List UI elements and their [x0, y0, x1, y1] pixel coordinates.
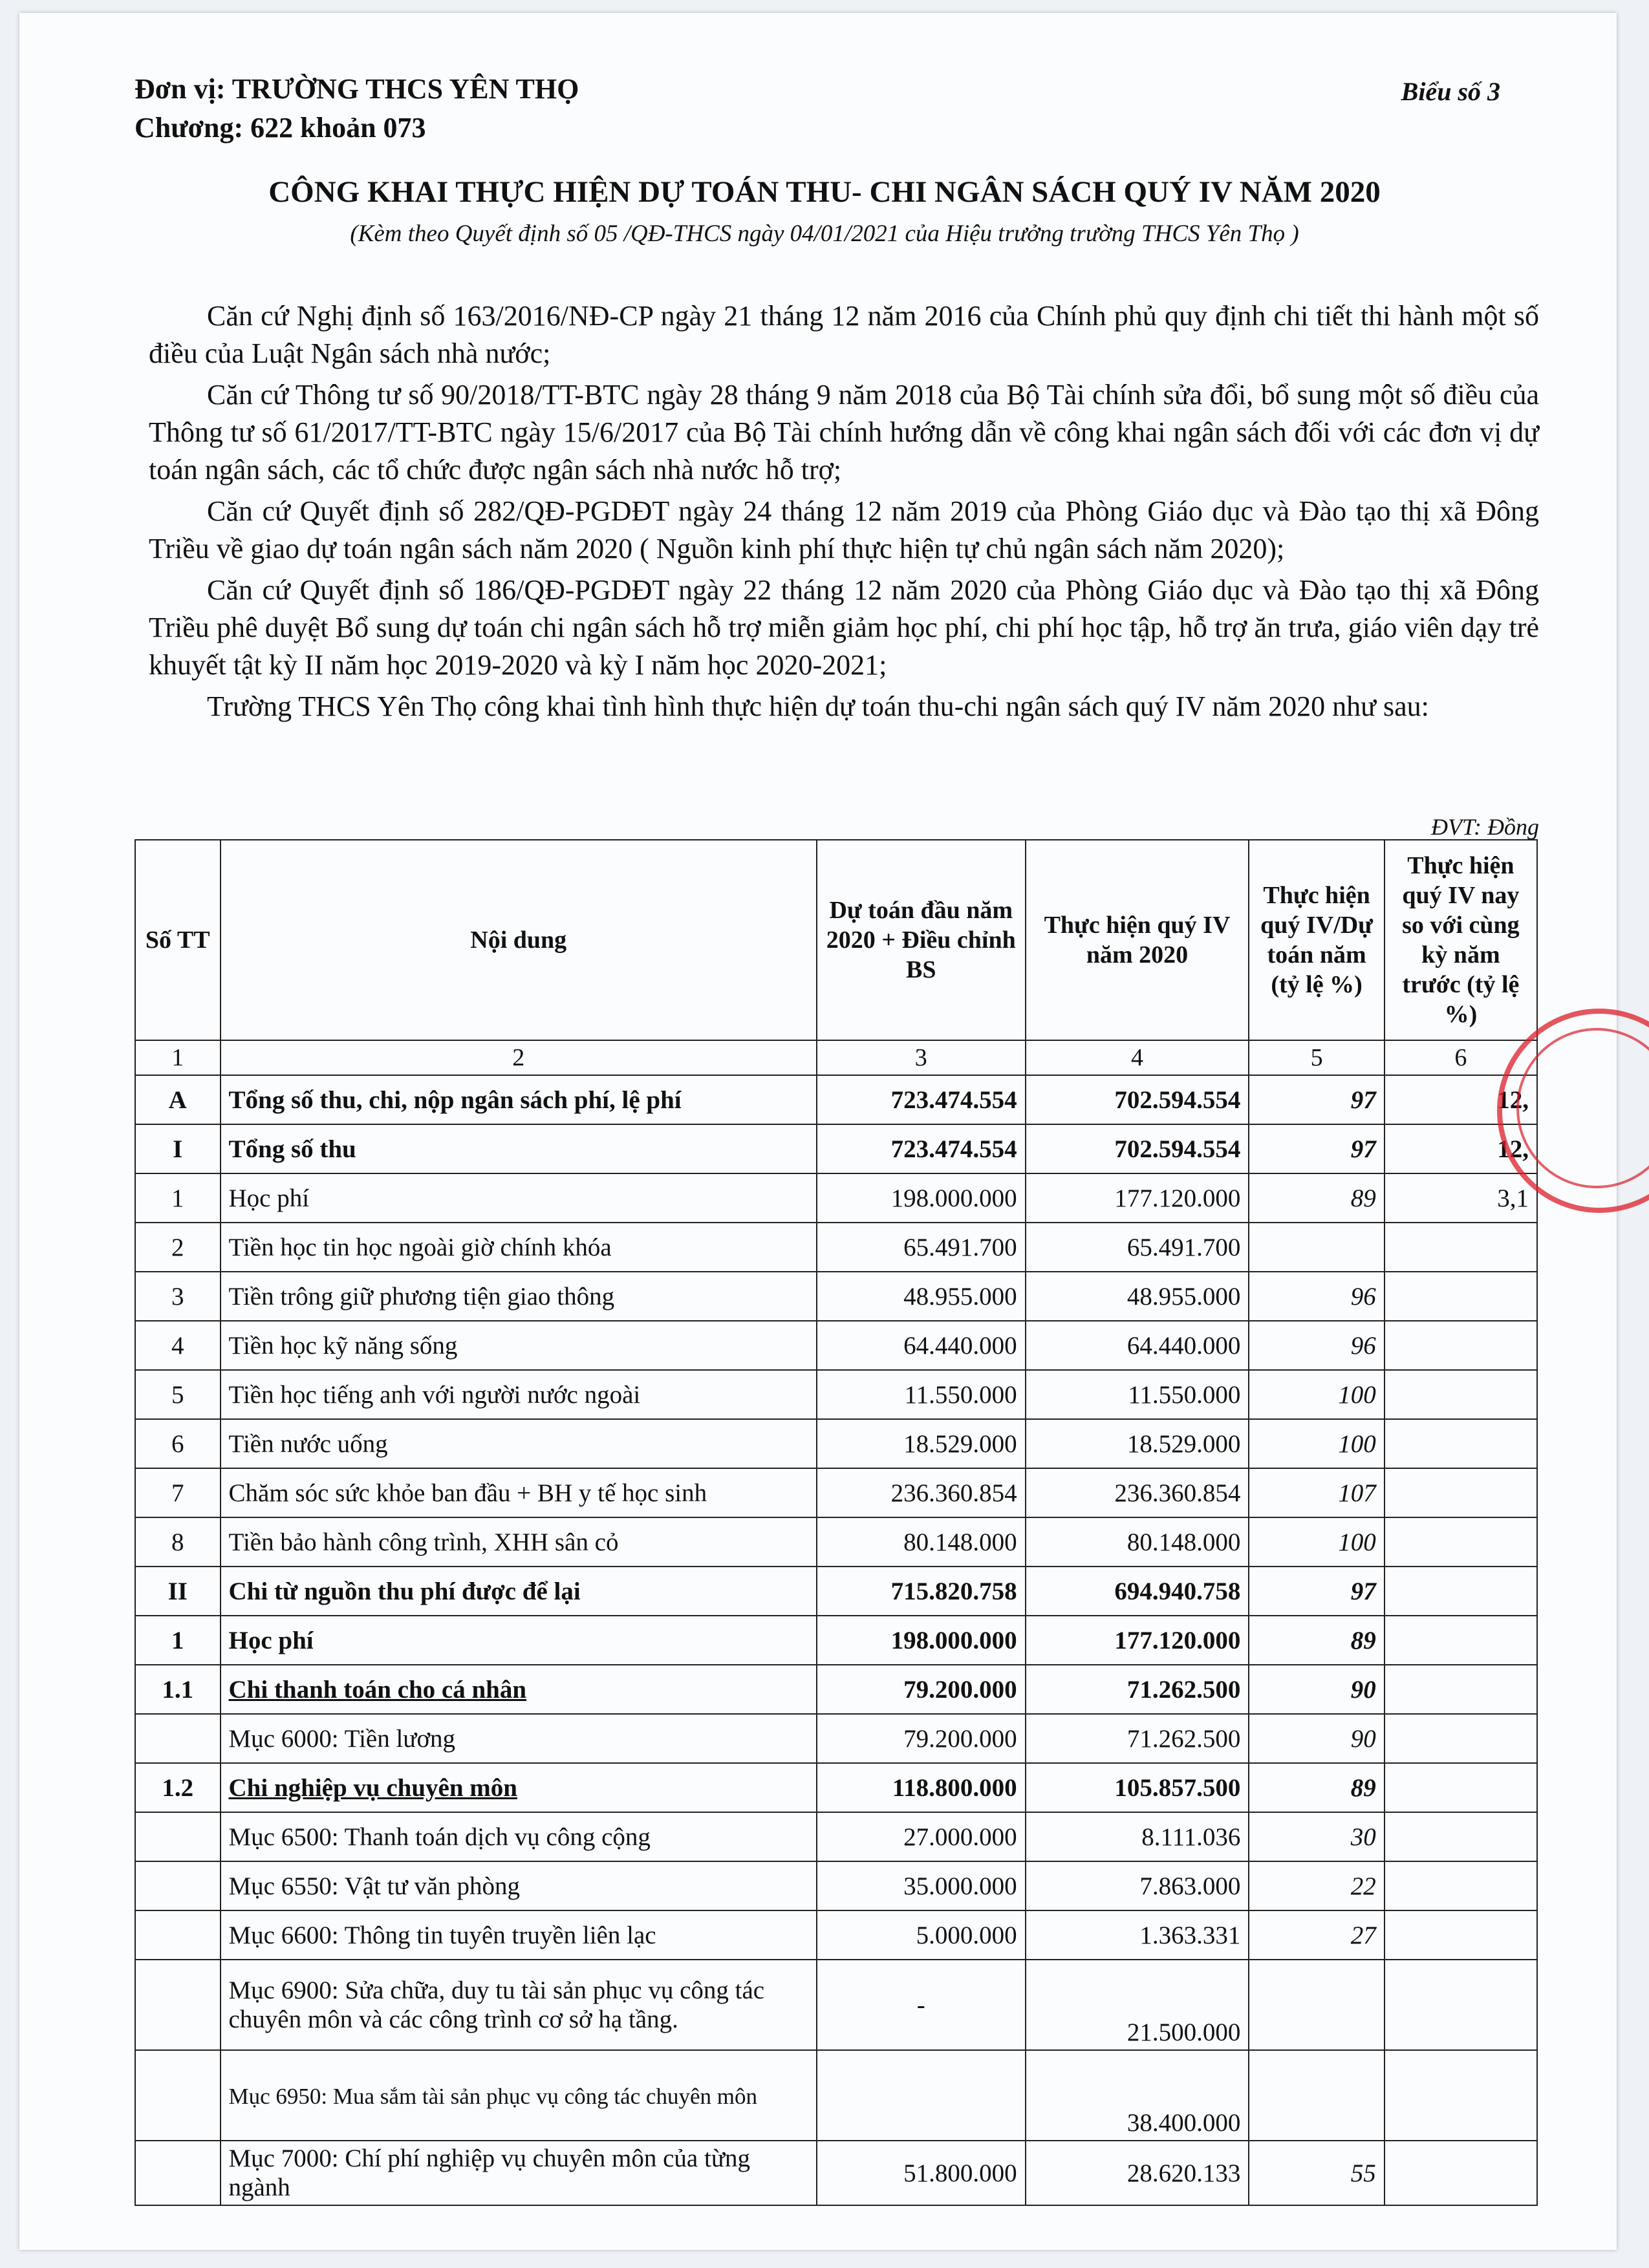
row-stt: 1.1: [135, 1665, 221, 1714]
paragraph-2: Căn cứ Thông tư số 90/2018/TT-BTC ngày 28 tháng 9 năm 2018 của Bộ Tài chính sửa đổi, bổ sung một số điều của Thông tư số 61/2017/TT-BTC ngày 15/6/2017 của Bộ Tài chính hướng dẫn về công khai ngân sách đối với các đơn vị dự toán ngân sách, các tổ chức được ngân sách nhà nước hỗ trợ;: [149, 379, 1539, 486]
row-content-text: Tiền học tin học ngoài giờ chính khóa: [228, 1233, 612, 1261]
row-yoy: 12,: [1385, 1124, 1537, 1173]
row-percent: 22: [1249, 1861, 1384, 1910]
row-actual: 38.400.000: [1026, 2050, 1249, 2141]
table-row: [135, 1517, 1537, 1567]
row-yoy: [1385, 1665, 1537, 1714]
row-yoy: [1385, 1763, 1537, 1812]
row-content: [221, 1468, 817, 1517]
row-actual: 177.120.000: [1026, 1173, 1249, 1223]
paragraph-1: Căn cứ Nghị định số 163/2016/NĐ-CP ngày 21 tháng 12 năm 2016 của Chính phủ quy định chi tiết thi hành một số điều của Luật Ngân sách nhà nước;: [149, 300, 1539, 369]
chapter-line: Chương: 622 khoản 073: [135, 112, 426, 144]
header-left: [135, 70, 579, 147]
row-actual: 702.594.554: [1026, 1075, 1249, 1124]
row-actual: 236.360.854: [1026, 1468, 1249, 1517]
row-yoy: [1385, 1223, 1537, 1272]
row-stt: 4: [135, 1321, 221, 1370]
row-yoy: [1385, 1419, 1537, 1468]
row-budget: 51.800.000: [817, 2141, 1026, 2205]
form-number: Biểu số 3: [1401, 77, 1500, 106]
row-content-text: Chi từ nguồn thu phí được để lại: [228, 1577, 581, 1605]
row-budget: 715.820.758: [817, 1567, 1026, 1616]
table-row: [135, 1960, 1537, 2050]
row-percent: 89: [1249, 1616, 1384, 1665]
col-num-6: 6: [1385, 1040, 1537, 1075]
table-body: [135, 1075, 1537, 2205]
row-content: [221, 1173, 817, 1223]
column-number-row: [135, 1040, 1537, 1075]
row-budget: -: [817, 1960, 1026, 2050]
row-percent: 96: [1249, 1272, 1384, 1321]
row-content-text: Mục 6900: Sửa chữa, duy tu tài sản phục vụ công tác chuyên môn và các công trình cơ sở hạ tầng.: [228, 1976, 765, 2033]
row-yoy: [1385, 1272, 1537, 1321]
row-budget: 65.491.700: [817, 1223, 1026, 1272]
table-row: [135, 1272, 1537, 1321]
row-actual: 11.550.000: [1026, 1370, 1249, 1419]
row-content: [221, 1517, 817, 1567]
table-header-row: [135, 840, 1537, 1040]
row-budget: [817, 2050, 1026, 2141]
header-content: Nội dung: [221, 840, 817, 1040]
unit-line: Đơn vị: TRƯỜNG THCS YÊN THỌ: [135, 73, 579, 105]
row-budget: 79.200.000: [817, 1714, 1026, 1763]
row-percent: 100: [1249, 1419, 1384, 1468]
row-yoy: [1385, 2050, 1537, 2141]
row-budget: 11.550.000: [817, 1370, 1026, 1419]
row-percent: 55: [1249, 2141, 1384, 2205]
row-actual: 702.594.554: [1026, 1124, 1249, 1173]
row-content-text: Tổng số thu, chi, nộp ngân sách phí, lệ phí: [228, 1086, 682, 1114]
table-row: [135, 1173, 1537, 1223]
row-stt: 1.2: [135, 1763, 221, 1812]
row-content: [221, 1370, 817, 1419]
row-content-text: Tiền học tiếng anh với người nước ngoài: [228, 1380, 641, 1409]
header-stt: Số TT: [135, 840, 221, 1040]
paragraph-3: Căn cứ Quyết định số 282/QĐ-PGDĐT ngày 24 tháng 12 năm 2019 của Phòng Giáo dục và Đào tạo thị xã Đông Triều về giao dự toán ngân sách năm 2020 ( Nguồn kinh phí thực hiện tự chủ ngân sách năm 2020);: [149, 495, 1539, 564]
table-row: [135, 1861, 1537, 1910]
row-actual: 18.529.000: [1026, 1419, 1249, 1468]
row-yoy: [1385, 1370, 1537, 1419]
row-actual: 1.363.331: [1026, 1910, 1249, 1960]
row-content: [221, 1075, 817, 1124]
header-budget: Dự toán đầu năm 2020 + Điều chỉnh BS: [817, 840, 1026, 1040]
row-budget: 5.000.000: [817, 1910, 1026, 1960]
row-percent: 97: [1249, 1075, 1384, 1124]
row-actual: 71.262.500: [1026, 1665, 1249, 1714]
row-yoy: [1385, 1517, 1537, 1567]
row-stt: 3: [135, 1272, 221, 1321]
table-row: [135, 1665, 1537, 1714]
row-actual: 65.491.700: [1026, 1223, 1249, 1272]
row-stt: [135, 1910, 221, 1960]
row-actual: 177.120.000: [1026, 1616, 1249, 1665]
row-content-text: Mục 6550: Vật tư văn phòng: [228, 1872, 520, 1900]
row-actual: 21.500.000: [1026, 1960, 1249, 2050]
row-budget: 118.800.000: [817, 1763, 1026, 1812]
row-content-text: Học phí: [228, 1626, 314, 1654]
row-content: [221, 2050, 817, 2141]
row-content: [221, 1910, 817, 1960]
row-percent: 97: [1249, 1124, 1384, 1173]
row-stt: [135, 1960, 221, 2050]
table-row: [135, 1075, 1537, 1124]
row-percent: 97: [1249, 1567, 1384, 1616]
row-stt: [135, 1812, 221, 1861]
document-subtitle: (Kèm theo Quyết định số 05 /QĐ-THCS ngày 04/01/2021 của Hiệu trưởng trường THCS Yên Thọ ): [350, 220, 1299, 247]
row-yoy: 3,1: [1385, 1173, 1537, 1223]
row-actual: 28.620.133: [1026, 2141, 1249, 2205]
row-content: [221, 1419, 817, 1468]
row-percent: [1249, 1960, 1384, 2050]
row-content-text: Tiền học kỹ năng sống: [228, 1331, 458, 1360]
row-content: [221, 1665, 817, 1714]
row-yoy: [1385, 1714, 1537, 1763]
currency-unit-note: ĐVT: Đồng: [1430, 814, 1539, 840]
row-content-text: Tiền nước uống: [228, 1429, 388, 1458]
col-num-2: 2: [221, 1040, 817, 1075]
table-row: [135, 1223, 1537, 1272]
row-content: [221, 1616, 817, 1665]
row-actual: 71.262.500: [1026, 1714, 1249, 1763]
row-yoy: [1385, 1960, 1537, 2050]
row-content-text: Mục 6000: Tiền lương: [228, 1724, 456, 1753]
row-content-text: Chăm sóc sức khỏe ban đầu + BH y tế học sinh: [228, 1479, 707, 1507]
row-content-text: Chi thanh toán cho cá nhân: [228, 1675, 527, 1704]
row-content: [221, 1812, 817, 1861]
row-percent: 100: [1249, 1517, 1384, 1567]
row-yoy: [1385, 1616, 1537, 1665]
row-actual: 80.148.000: [1026, 1517, 1249, 1567]
col-num-4: 4: [1026, 1040, 1249, 1075]
row-percent: [1249, 1223, 1384, 1272]
row-stt: 5: [135, 1370, 221, 1419]
header-yoy: Thực hiện quý IV nay so với cùng kỳ năm trước (tỷ lệ %): [1385, 840, 1537, 1040]
header-percent: Thực hiện quý IV/Dự toán năm (tỷ lệ %): [1249, 840, 1384, 1040]
row-budget: 48.955.000: [817, 1272, 1026, 1321]
row-budget: 723.474.554: [817, 1075, 1026, 1124]
col-num-1: 1: [135, 1040, 221, 1075]
row-content-text: Mục 6600: Thông tin tuyên truyền liên lạc: [228, 1921, 656, 1949]
table-row: [135, 1419, 1537, 1468]
row-yoy: [1385, 1812, 1537, 1861]
row-percent: 90: [1249, 1665, 1384, 1714]
row-stt: II: [135, 1567, 221, 1616]
table-row: [135, 1124, 1537, 1173]
row-yoy: [1385, 1910, 1537, 1960]
row-actual: 8.111.036: [1026, 1812, 1249, 1861]
row-content-text: Tiền trông giữ phương tiện giao thông: [228, 1282, 615, 1311]
row-content: [221, 2141, 817, 2205]
row-yoy: [1385, 1861, 1537, 1910]
paragraph-5: Trường THCS Yên Thọ công khai tình hình thực hiện dự toán thu-chi ngân sách quý IV năm 2020 như sau:: [207, 690, 1429, 722]
row-budget: 198.000.000: [817, 1173, 1026, 1223]
row-actual: 48.955.000: [1026, 1272, 1249, 1321]
row-stt: [135, 1714, 221, 1763]
table-row: [135, 1714, 1537, 1763]
preamble: [149, 297, 1539, 729]
table-row: [135, 1763, 1537, 1812]
row-content: [221, 1960, 817, 2050]
row-stt: [135, 2141, 221, 2205]
row-stt: 7: [135, 1468, 221, 1517]
table-row: [135, 1468, 1537, 1517]
row-actual: 7.863.000: [1026, 1861, 1249, 1910]
row-percent: 89: [1249, 1173, 1384, 1223]
row-content-text: Mục 7000: Chí phí nghiệp vụ chuyên môn của từng ngành: [228, 2145, 750, 2201]
header-actual: Thực hiện quý IV năm 2020: [1026, 840, 1249, 1040]
row-budget: 79.200.000: [817, 1665, 1026, 1714]
row-actual: 105.857.500: [1026, 1763, 1249, 1812]
row-budget: 64.440.000: [817, 1321, 1026, 1370]
row-actual: 694.940.758: [1026, 1567, 1249, 1616]
row-stt: A: [135, 1075, 221, 1124]
row-content: [221, 1124, 817, 1173]
table-row: [135, 1910, 1537, 1960]
table-row: [135, 2141, 1537, 2205]
row-budget: 236.360.854: [817, 1468, 1026, 1517]
paragraph-4: Căn cứ Quyết định số 186/QĐ-PGDĐT ngày 22 tháng 12 năm 2020 của Phòng Giáo dục và Đào tạo thị xã Đông Triều phê duyệt Bổ sung dự toán chi ngân sách hỗ trợ miễn giảm học phí, chi phí học tập, hỗ trợ ăn trưa, giáo viên dạy trẻ khuyết tật kỳ II năm học 2019-2020 và kỳ I năm học 2020-2021;: [149, 574, 1539, 681]
row-content-text: Chi nghiệp vụ chuyên môn: [228, 1773, 517, 1802]
row-yoy: [1385, 1321, 1537, 1370]
table-row: [135, 1321, 1537, 1370]
table-row: [135, 1616, 1537, 1665]
row-percent: 107: [1249, 1468, 1384, 1517]
row-yoy: [1385, 1567, 1537, 1616]
row-stt: 8: [135, 1517, 221, 1567]
row-content: [221, 1763, 817, 1812]
row-yoy: 12,: [1385, 1075, 1537, 1124]
row-percent: 90: [1249, 1714, 1384, 1763]
row-percent: 96: [1249, 1321, 1384, 1370]
row-content: [221, 1861, 817, 1910]
row-percent: [1249, 2050, 1384, 2141]
document-title: CÔNG KHAI THỰC HIỆN DỰ TOÁN THU- CHI NGÂN SÁCH QUÝ IV NĂM 2020: [268, 175, 1381, 209]
col-num-3: 3: [817, 1040, 1026, 1075]
row-stt: [135, 1861, 221, 1910]
row-percent: 27: [1249, 1910, 1384, 1960]
row-budget: 198.000.000: [817, 1616, 1026, 1665]
row-stt: 2: [135, 1223, 221, 1272]
row-content: [221, 1272, 817, 1321]
row-actual: 64.440.000: [1026, 1321, 1249, 1370]
row-stt: I: [135, 1124, 221, 1173]
row-yoy: [1385, 1468, 1537, 1517]
row-content: [221, 1223, 817, 1272]
row-content-text: Học phí: [228, 1184, 310, 1212]
table-row: [135, 1370, 1537, 1419]
row-budget: 18.529.000: [817, 1419, 1026, 1468]
row-budget: 723.474.554: [817, 1124, 1026, 1173]
row-content-text: Tổng số thu: [228, 1135, 356, 1163]
row-yoy: [1385, 2141, 1537, 2205]
row-content-text: Tiền bảo hành công trình, XHH sân cỏ: [228, 1528, 619, 1556]
row-content: [221, 1567, 817, 1616]
row-percent: 30: [1249, 1812, 1384, 1861]
row-budget: 35.000.000: [817, 1861, 1026, 1910]
row-percent: 89: [1249, 1763, 1384, 1812]
row-content-text: Mục 6950: Mua sắm tài sản phục vụ công tác chuyên môn: [228, 2083, 757, 2109]
table-row: [135, 2050, 1537, 2141]
row-budget: 80.148.000: [817, 1517, 1026, 1567]
row-content: [221, 1714, 817, 1763]
row-stt: [135, 2050, 221, 2141]
row-budget: 27.000.000: [817, 1812, 1026, 1861]
table-row: [135, 1812, 1537, 1861]
budget-table: [135, 839, 1538, 2206]
row-percent: 100: [1249, 1370, 1384, 1419]
row-content: [221, 1321, 817, 1370]
row-stt: 1: [135, 1173, 221, 1223]
row-stt: 6: [135, 1419, 221, 1468]
row-stt: 1: [135, 1616, 221, 1665]
row-content-text: Mục 6500: Thanh toán dịch vụ công cộng: [228, 1823, 651, 1851]
table-row: [135, 1567, 1537, 1616]
col-num-5: 5: [1249, 1040, 1384, 1075]
